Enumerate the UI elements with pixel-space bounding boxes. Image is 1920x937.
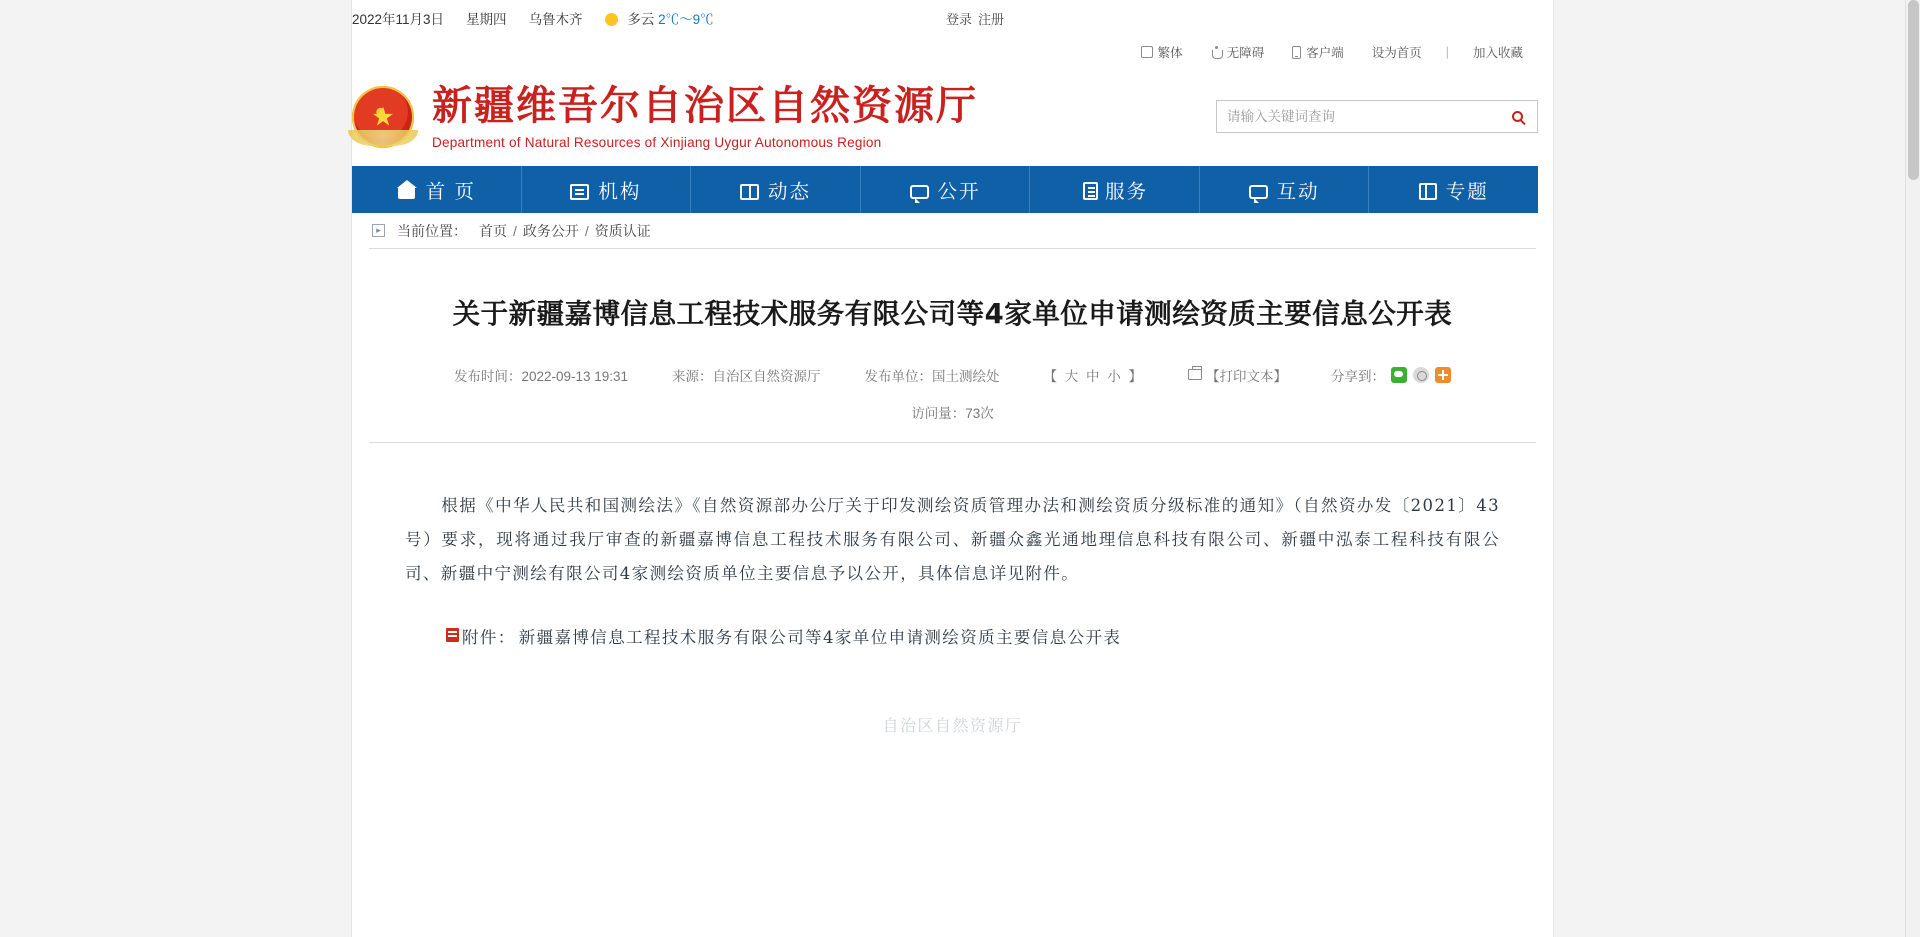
- open-icon: [910, 185, 929, 199]
- nav-item-news[interactable]: [691, 166, 861, 213]
- font-size-switch[interactable]: 【 大 中 小 】: [1043, 368, 1145, 384]
- source-label: 来源：: [672, 368, 713, 384]
- home-icon: [397, 180, 417, 200]
- breadcrumb-label: 当前位置：: [397, 222, 467, 239]
- nav-label-service: 服务: [1105, 180, 1149, 203]
- printer-icon: [1188, 369, 1202, 380]
- visit-count-value: 73次: [965, 405, 994, 421]
- article: [369, 248, 1536, 742]
- accessibility-label: 无障碍: [1226, 46, 1265, 60]
- publish-time-value: 2022-09-13 19:31: [521, 368, 629, 384]
- article-body: [369, 443, 1536, 743]
- cloudy-sun-icon: [605, 13, 618, 26]
- article-signature: 自治区自然资源厅: [882, 716, 1023, 736]
- site-title-en: Department of Natural Resources of Xinjiang Uygur Autonomous Region: [432, 135, 882, 150]
- print-button[interactable]: [1166, 365, 1309, 385]
- attachment-label: 附件：: [462, 628, 516, 648]
- publish-time-label: 发布时间：: [453, 368, 522, 384]
- accessibility-icon: [1211, 46, 1222, 59]
- wechat-share-icon[interactable]: [1391, 367, 1407, 383]
- pdf-file-icon: [446, 628, 459, 642]
- search-box[interactable]: [1216, 100, 1538, 133]
- scrollbar-thumb[interactable]: [1908, 0, 1919, 180]
- utility-bar: [352, 36, 1553, 68]
- mobile-client-link[interactable]: [1278, 43, 1358, 61]
- share-label: 分享到：: [1331, 368, 1386, 384]
- site-title-cn: 新疆维吾尔自治区自然资源厅: [432, 83, 978, 129]
- breadcrumb: [352, 213, 1553, 248]
- traditional-label: 繁体: [1157, 46, 1183, 60]
- org-icon: [570, 184, 589, 200]
- topic-icon: [1419, 183, 1437, 200]
- utility-separator: |: [1445, 45, 1449, 59]
- search-icon: [1512, 111, 1523, 122]
- current-weekday: 星期四: [466, 12, 507, 27]
- nav-label-news: 动态: [767, 180, 811, 203]
- nav-item-topic[interactable]: [1369, 166, 1538, 213]
- nav-item-org[interactable]: [522, 166, 692, 213]
- weather-block: [605, 8, 714, 28]
- page-scrollbar[interactable]: [1905, 0, 1920, 937]
- weibo-share-icon[interactable]: [1413, 367, 1429, 383]
- nav-label-org: 机构: [598, 180, 642, 203]
- breadcrumb-item-govopen[interactable]: 政务公开: [522, 222, 579, 239]
- phone-icon: [1292, 46, 1301, 59]
- site-header: [352, 68, 1553, 166]
- nav-item-open[interactable]: [861, 166, 1031, 213]
- city-name: 乌鲁木齐: [528, 12, 583, 27]
- traditional-chinese-toggle[interactable]: [1127, 43, 1197, 61]
- left-gutter: [0, 0, 352, 937]
- dept-block: [843, 365, 1022, 385]
- client-label: 客户端: [1306, 46, 1344, 60]
- main-nav[interactable]: [352, 166, 1538, 213]
- login-link[interactable]: 登录: [946, 11, 973, 27]
- nav-label-home: 首 页: [425, 180, 476, 203]
- weather-text: 多云: [627, 12, 655, 27]
- attachment-name[interactable]: 新疆嘉博信息工程技术服务有限公司等4家单位申请测绘资质主要信息公开表: [518, 628, 1122, 648]
- news-icon: [740, 184, 759, 200]
- breadcrumb-item-qualification[interactable]: 资质认证: [594, 222, 651, 239]
- account-links: [946, 0, 1004, 36]
- share-group: [1309, 365, 1473, 385]
- breadcrumb-separator-1: /: [513, 222, 517, 239]
- right-gutter: [1553, 0, 1920, 937]
- dept-label: 发布单位：: [864, 368, 933, 384]
- nav-item-home[interactable]: [352, 166, 522, 213]
- attachment-row[interactable]: [405, 621, 1500, 655]
- site-content-column: [352, 0, 1553, 937]
- article-paragraph-1: 根据《中华人民共和国测绘法》《自然资源部办公厅关于印发测绘资质管理办法和测绘资质分级标准的通知》（自然资办发〔2021〕43号）要求，现将通过我厅审查的新疆嘉博信息工程技术服务有限公司、新疆众鑫光通地理信息科技有限公司、新疆中泓泰工程科技有限公司、新疆中宁测绘有限公司4家测绘资质单位主要信息予以公开，具体信息详见附件。: [405, 495, 1500, 584]
- nav-item-interact[interactable]: [1200, 166, 1370, 213]
- search-input[interactable]: [1217, 101, 1497, 132]
- language-icon: [1141, 46, 1153, 58]
- dept-value: 国土测绘处: [932, 368, 1000, 384]
- nav-label-open: 公开: [937, 180, 981, 203]
- interact-icon: [1249, 185, 1268, 199]
- nav-item-service[interactable]: [1030, 166, 1200, 213]
- nav-label-topic: 专题: [1445, 180, 1489, 203]
- current-date: 2022年11月3日: [352, 12, 445, 27]
- set-homepage-link[interactable]: 设为首页: [1371, 46, 1422, 60]
- search-button[interactable]: [1497, 101, 1537, 132]
- add-favorite-link[interactable]: 加入收藏: [1472, 46, 1523, 60]
- site-title-block: [432, 84, 978, 150]
- top-info-bar: [352, 0, 1553, 36]
- breadcrumb-marker-icon: ▸: [372, 224, 385, 237]
- print-label: 【打印文本】: [1206, 368, 1288, 384]
- visit-count-label: 访问量：: [911, 405, 966, 421]
- emblem-wheat-icon: [348, 130, 418, 146]
- register-link[interactable]: 注册: [978, 11, 1005, 27]
- breadcrumb-item-home[interactable]: 首页: [479, 222, 507, 239]
- more-share-icon[interactable]: [1435, 367, 1451, 383]
- source-value: 自治区自然资源厅: [712, 368, 821, 384]
- visit-count: [369, 402, 1536, 422]
- nav-label-interact: 互动: [1276, 180, 1320, 203]
- article-meta: [369, 365, 1536, 385]
- breadcrumb-separator-2: /: [584, 222, 589, 239]
- service-icon: [1083, 182, 1098, 200]
- page-title: 关于新疆嘉博信息工程技术服务有限公司等4家单位申请测绘资质主要信息公开表: [452, 298, 1453, 331]
- accessibility-link[interactable]: [1197, 43, 1279, 61]
- source-block: [650, 365, 843, 385]
- publish-time-block: [432, 365, 650, 385]
- temperature-range: 2℃～9℃: [658, 12, 714, 27]
- national-emblem-icon: [352, 86, 414, 148]
